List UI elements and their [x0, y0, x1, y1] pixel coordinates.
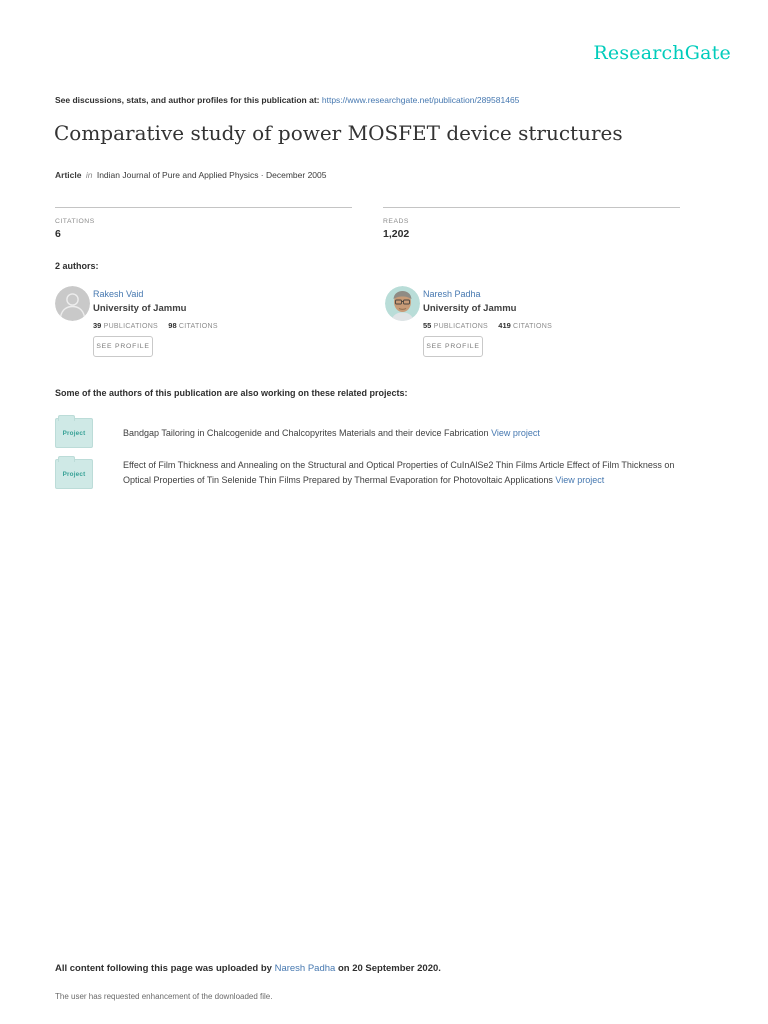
projects-heading: Some of the authors of this publication are also working on these related projects: [55, 388, 408, 398]
author-2-citations-value: 419 [498, 321, 511, 330]
article-source-line [55, 170, 326, 180]
author-1-citations-label: CITATIONS [178, 323, 218, 330]
uploader-name-link[interactable]: Naresh Padha [274, 963, 336, 974]
project-row [123, 426, 689, 441]
citations-value: 6 [55, 228, 61, 240]
authors-heading: 2 authors: [55, 261, 99, 271]
journal-name: Indian Journal of Pure and Applied Physics · December 2005 [96, 170, 327, 180]
reads-value: 1,202 [383, 228, 410, 240]
author-2-publications-value: 55 [423, 321, 432, 330]
view-project-link[interactable]: View project [555, 474, 605, 485]
publication-url-link[interactable]: https://www.researchgate.net/publication/289581465 [321, 95, 520, 105]
page-title: Comparative study of power MOSFET device structures [54, 121, 623, 145]
upload-prefix: All content following this page was uploaded by [55, 963, 272, 974]
publication-type: Article [55, 170, 82, 180]
person-icon [55, 308, 90, 321]
author-1-stats [93, 321, 218, 330]
author-2-affiliation: University of Jammu [423, 303, 517, 314]
folder-icon [55, 459, 93, 489]
folder-label: Project [62, 429, 86, 437]
upload-suffix: on 20 September 2020. [337, 963, 441, 974]
see-profile-button[interactable]: SEE PROFILE [93, 336, 153, 357]
project-2-description: Effect of Film Thickness and Annealing on the Structural and Optical Properties of CuInAlSe2 Thin Films Article Effect of Film Thickness on Optical Properties of Tin Selenide Thin Films Prepared by Thermal Evaporation for Photovoltaic Applications [123, 460, 675, 485]
author-2-publications-label: PUBLICATIONS [433, 323, 489, 330]
researchgate-logo: ResearchGate [593, 42, 731, 64]
author-2-name[interactable]: Naresh Padha [423, 289, 481, 299]
avatar[interactable] [55, 286, 90, 321]
enhancement-note: The user has requested enhancement of the downloaded file. [55, 992, 273, 1001]
author-name-link[interactable] [423, 289, 481, 299]
project-1-description: Bandgap Tailoring in Chalcogenide and Chalcopyrites Materials and their device Fabrication [123, 428, 489, 438]
upload-info-line [55, 963, 441, 974]
reads-label: READS [383, 218, 409, 225]
author-1-citations-value: 98 [168, 321, 177, 330]
avatar[interactable] [385, 286, 420, 321]
author-1-affiliation: University of Jammu [93, 303, 187, 314]
author-name-link[interactable] [93, 289, 143, 299]
citations-label: CITATIONS [55, 218, 95, 225]
author-1-name[interactable]: Rakesh Vaid [93, 289, 144, 299]
author-2-citations-label: CITATIONS [513, 323, 553, 330]
view-project-link[interactable]: View project [491, 428, 540, 438]
profile-photo-icon [385, 308, 420, 321]
author-2-stats [423, 321, 552, 330]
author-1-publications-label: PUBLICATIONS [103, 323, 159, 330]
folder-label: Project [62, 470, 86, 478]
author-1-publications-value: 39 [93, 321, 102, 330]
project-row [123, 458, 683, 487]
in-word: in [85, 170, 93, 180]
header-prefix: See discussions, stats, and author profiles for this publication at: [55, 95, 320, 105]
header-meta-line [55, 95, 519, 105]
see-profile-button[interactable]: SEE PROFILE [423, 336, 483, 357]
reads-divider [383, 207, 680, 208]
citations-divider [55, 207, 352, 208]
folder-icon [55, 418, 93, 448]
